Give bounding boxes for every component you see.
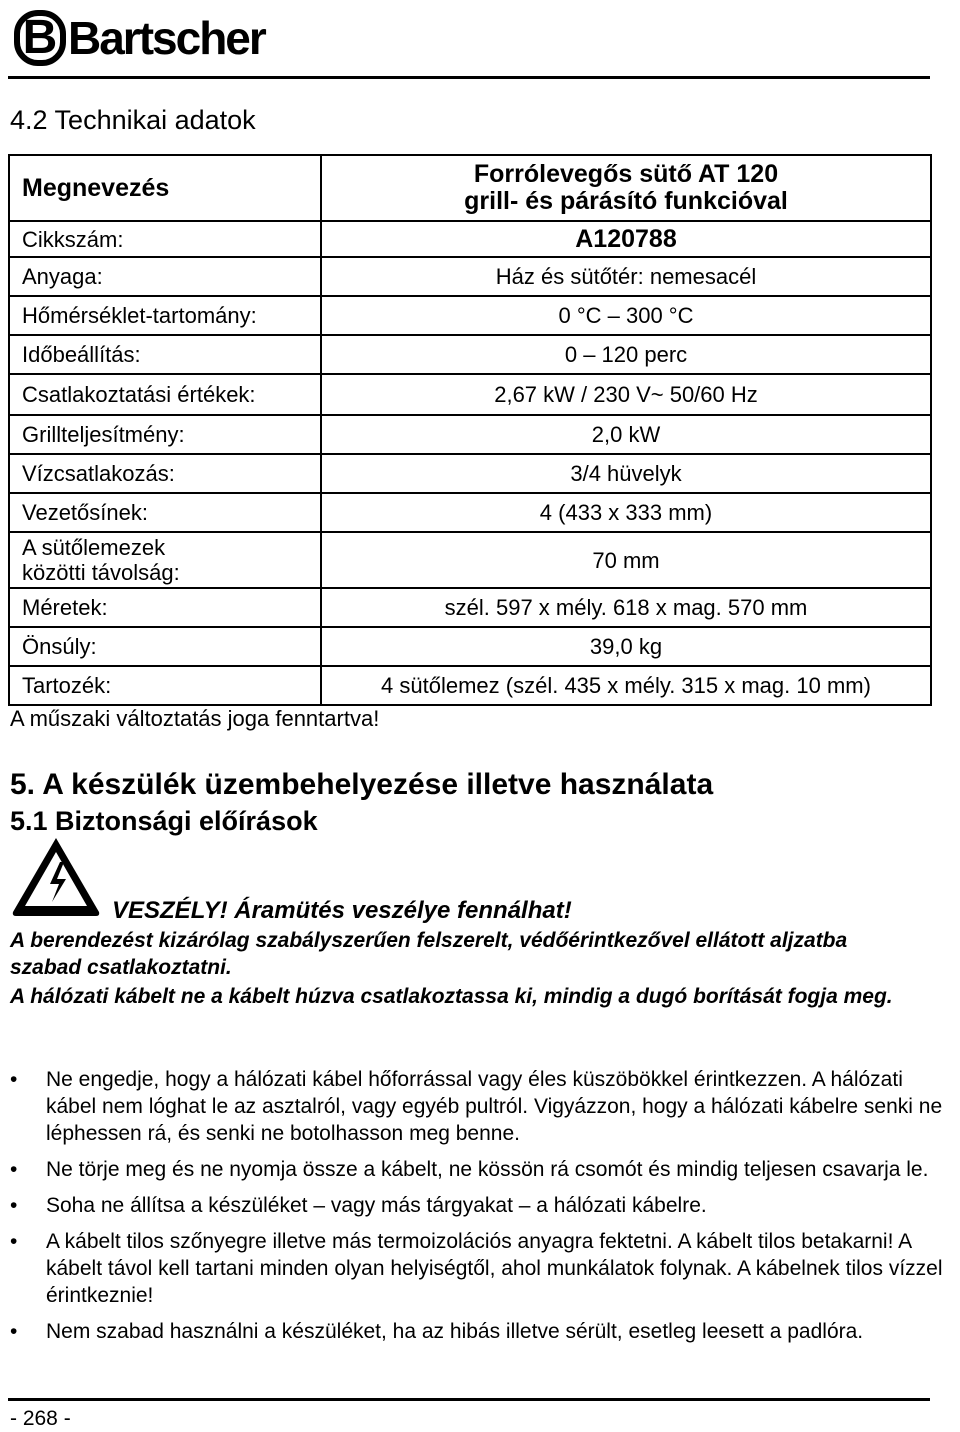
spec-label: Vezetősínek:	[9, 493, 321, 532]
brand-name: Bartscher	[68, 12, 265, 64]
spec-label: Önsúly:	[9, 627, 321, 666]
bullet-icon: •	[10, 1320, 18, 1343]
bullet-icon: •	[10, 1194, 18, 1217]
spec-row	[9, 221, 931, 257]
spec-row	[9, 454, 931, 493]
list-item	[0, 1156, 950, 1183]
spec-value: Ház és sütőtér: nemesacél	[321, 257, 931, 296]
list-item-text: Ne törje meg és ne nyomja össze a kábelt, ne kössön rá csomót és mindig teljesen csavarja le.	[46, 1158, 929, 1181]
spec-label: Hőmérséklet-tartomány:	[9, 296, 321, 335]
spec-label-line1: A sütőlemezek	[22, 535, 166, 560]
spec-label: Időbeállítás:	[9, 335, 321, 374]
bullet-icon: •	[10, 1158, 18, 1181]
spec-label: Méretek:	[9, 588, 321, 627]
spec-row	[9, 588, 931, 627]
spec-header-value-line1: Forrólevegős sütő AT 120	[473, 160, 779, 188]
bullet-icon: •	[10, 1068, 18, 1091]
spec-value: 2,0 kW	[321, 415, 931, 454]
list-item-text: A kábelt tilos szőnyegre illetve más termoizolációs anyagra fektetni. A kábelt tilos betakarni! A kábelt távol kell tartani minden olyan helyiségtől, ahol munkálatok folynak. A kábelnek tilos vízzel érintkeznie!	[46, 1230, 943, 1307]
spec-value: 4 (433 x 333 mm)	[321, 493, 931, 532]
spec-row	[9, 493, 931, 532]
spec-row	[9, 532, 931, 588]
spec-value: 70 mm	[321, 532, 931, 588]
spec-label-line2: közötti távolság:	[22, 560, 180, 585]
spec-label: Csatlakoztatási értékek:	[9, 374, 321, 415]
warning-paragraph: A hálózati kábelt ne a kábelt húzva csatlakoztassa ki, mindig a dugó borítását fogja meg.	[10, 985, 893, 1008]
danger-title: VESZÉLY! Áramütés veszélye fennálhat!	[112, 897, 572, 924]
spec-value: 3/4 hüvelyk	[321, 454, 931, 493]
spec-label: Tartozék:	[9, 666, 321, 705]
list-item-text: Nem szabad használni a készüléket, ha az hibás illetve sérült, esetleg leesett a padlóra.	[46, 1320, 864, 1343]
list-item	[0, 1318, 950, 1345]
bullet-icon: •	[10, 1230, 18, 1253]
spec-label: Cikkszám:	[9, 221, 321, 257]
spec-row	[9, 257, 931, 296]
spec-value: 4 sütőlemez (szél. 435 x mély. 315 x mag. 10 mm)	[321, 666, 931, 705]
logo-mark-icon: B	[14, 10, 66, 66]
spec-value: 0 – 120 perc	[321, 335, 931, 374]
brand-logo	[12, 6, 265, 68]
spec-value: 0 °C – 300 °C	[321, 296, 931, 335]
spec-header-row	[9, 155, 931, 221]
spec-label	[9, 532, 321, 588]
list-item-text: Soha ne állítsa a készüléket – vagy más tárgyakat – a hálózati kábelre.	[46, 1194, 707, 1217]
spec-label: Vízcsatlakozás:	[9, 454, 321, 493]
spec-header-value-line2: grill- és párásító funkcióval	[464, 187, 788, 215]
spec-row	[9, 666, 931, 705]
list-item	[0, 1228, 950, 1309]
page-number: - 268 -	[10, 1407, 71, 1430]
spec-row	[9, 296, 931, 335]
spec-header-value	[321, 155, 931, 221]
tech-change-note: A műszaki változtatás joga fenntartva!	[10, 706, 380, 731]
warning-paragraph: A berendezést kizárólag szabályszerűen felszerelt, védőérintkezővel ellátott aljzatba szabad csatlakoztatni.	[10, 929, 848, 979]
spec-header-label: Megnevezés	[9, 155, 321, 221]
spec-row	[9, 335, 931, 374]
spec-value: szél. 597 x mély. 618 x mag. 570 mm	[321, 588, 931, 627]
safety-bullet-list	[0, 1066, 950, 1354]
footer-rule	[8, 1398, 930, 1401]
spec-row	[9, 627, 931, 666]
section-title-5: 5. A készülék üzembehelyezése illetve használata	[10, 768, 714, 801]
electric-hazard-icon	[10, 834, 102, 918]
spec-value: A120788	[321, 221, 931, 257]
spec-row	[9, 415, 931, 454]
spec-value: 2,67 kW / 230 V~ 50/60 Hz	[321, 374, 931, 415]
spec-label: Grillteljesítmény:	[9, 415, 321, 454]
section-title-5-1: 5.1 Biztonsági előírások	[10, 806, 318, 836]
list-item-text: Ne engedje, hogy a hálózati kábel hőforrással vagy éles küszöbökkel érintkezzen. A hálózati kábel nem lóghat le az asztalról, vagy egyéb pultról. Vigyázzon, hogy a hálózati kábelre senki ne léphessen rá, és senki ne botolhasson meg benne.	[46, 1068, 943, 1145]
spec-row	[9, 374, 931, 415]
list-item	[0, 1192, 950, 1219]
header-rule	[8, 76, 930, 79]
spec-value: 39,0 kg	[321, 627, 931, 666]
spec-label: Anyaga:	[9, 257, 321, 296]
spec-table	[8, 154, 932, 706]
section-title-4-2: 4.2 Technikai adatok	[10, 105, 256, 135]
list-item	[0, 1066, 950, 1147]
